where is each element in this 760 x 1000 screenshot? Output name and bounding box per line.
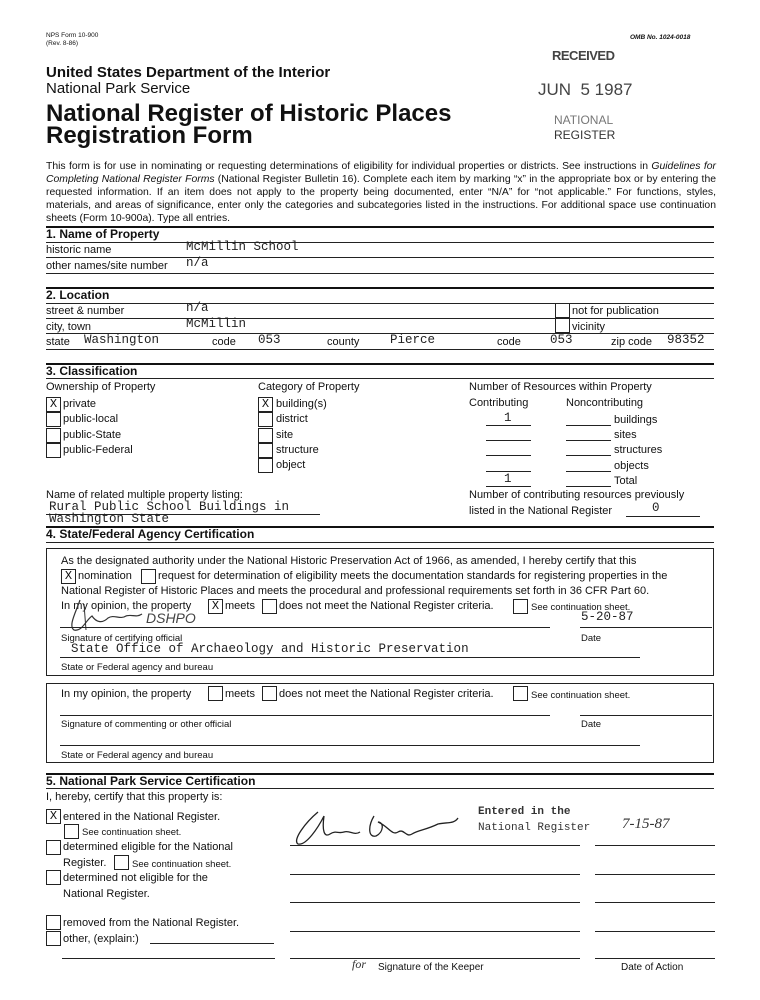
city-label: city, town <box>46 321 92 333</box>
not-for-publication-checkbox[interactable] <box>555 303 570 318</box>
category-label-structure: structure <box>276 443 319 456</box>
eligible-continuation-label: See continuation sheet. <box>132 859 232 870</box>
agency-line <box>60 745 640 746</box>
vicinity-label: vicinity <box>572 321 606 333</box>
box2-agency-label: State or Federal agency and bureau <box>61 750 214 761</box>
certification-text-line3: National Register of Historic Places and meets the procedural and professional requirements set forth in 36 CFR Part 60. <box>61 585 650 597</box>
street-value[interactable]: n/a <box>186 301 209 315</box>
instructions-guidelines-title: Guidelines for Completing National Register Forms <box>46 161 716 185</box>
ownership-checkbox-public-federal[interactable] <box>46 443 61 458</box>
ownership-label-public-federal: public-Federal <box>63 443 133 456</box>
contributing-count[interactable]: 1 <box>504 471 512 486</box>
historic-name-label: historic name <box>46 244 112 256</box>
meets-checkbox[interactable]: X <box>208 599 223 614</box>
continuation-label: See continuation sheet. <box>531 602 631 613</box>
certification-text-line1: As the designated authority under the National Historic Preservation Act of 1966, as amended, I hereby certify that this <box>61 555 637 567</box>
contributing-blank[interactable] <box>486 455 531 456</box>
keeper-signature-line[interactable] <box>290 931 580 932</box>
resource-type-label: Total <box>614 474 638 487</box>
county-value[interactable]: Pierce <box>390 333 436 347</box>
keeper-signature-line[interactable] <box>290 958 580 959</box>
noncontributing-label: Noncontributing <box>566 397 644 409</box>
previously-listed-label-line2: listed in the National Register <box>469 505 613 517</box>
certification-date-value[interactable]: 5-20-87 <box>581 610 634 624</box>
category-checkbox-object[interactable] <box>258 458 273 473</box>
box2-continuation-label: See continuation sheet. <box>531 690 631 701</box>
ownership-checkbox-public-local[interactable] <box>46 412 61 427</box>
signature-label: Signature of certifying official <box>61 633 183 644</box>
category-checkbox-buildings[interactable]: X <box>258 397 273 412</box>
box2-does-not-meet-label: does not meet the National Register criteria. <box>279 688 494 700</box>
contributing-blank[interactable] <box>486 425 531 426</box>
nomination-label: nomination <box>78 570 132 582</box>
city-value[interactable]: McMillin <box>186 317 247 331</box>
rule <box>46 303 714 304</box>
other-names-label: other names/site number <box>46 260 168 272</box>
county-label: county <box>327 336 360 348</box>
section-divider <box>46 287 714 289</box>
category-label: Category of Property <box>258 381 360 393</box>
resources-label: Number of Resources within Property <box>469 381 652 393</box>
entered-stamp-line1: Entered in the <box>478 806 571 818</box>
resource-type-label: objects <box>614 459 649 472</box>
ownership-label-private: private <box>63 398 97 410</box>
contributing-label: Contributing <box>469 397 529 409</box>
category-checkbox-district[interactable] <box>258 412 273 427</box>
entered-checkbox[interactable]: X <box>46 809 61 824</box>
box2-meets-label: meets <box>225 688 255 700</box>
section3-heading: 3. Classification <box>46 364 138 378</box>
agency-line <box>60 657 640 658</box>
instructions-paragraph <box>46 160 716 225</box>
state-value[interactable]: Washington <box>84 333 160 347</box>
date-label: Date <box>581 633 602 644</box>
section1-heading: 1. Name of Property <box>46 227 160 241</box>
historic-name-value[interactable]: McMillin School <box>186 240 299 254</box>
not-eligible-label-line2: National Register. <box>63 888 150 900</box>
register-stamp: REGISTER <box>554 128 616 142</box>
multiple-listing-label: Name of related multiple property listing: <box>46 489 243 501</box>
omb-number: OMB No. 1024-0018 <box>630 34 691 41</box>
rule <box>46 349 714 350</box>
action-date-line[interactable] <box>595 958 715 959</box>
state-code-label: code <box>212 336 236 348</box>
resource-type-label: sites <box>614 429 637 442</box>
rule <box>46 273 714 274</box>
action-date-value: 7-15-87 <box>622 816 670 832</box>
certification-text-line2: request for determination of eligibility meets the documentation standards for registering properties in the <box>158 570 668 582</box>
received-stamp: RECEIVED <box>552 48 615 63</box>
action-date-line[interactable] <box>595 845 715 846</box>
certifying-signature-title: DSHPO <box>146 610 196 626</box>
county-code-label: code <box>497 336 521 348</box>
eligible-checkbox[interactable] <box>46 840 61 855</box>
previously-listed-value[interactable]: 0 <box>652 501 660 515</box>
contributing-blank[interactable] <box>486 440 531 441</box>
section2-heading: 2. Location <box>46 288 110 302</box>
agency-label: State or Federal agency and bureau <box>61 662 214 673</box>
date-line <box>580 627 712 628</box>
continuation-checkbox[interactable] <box>513 599 528 614</box>
resource-type-label: structures <box>614 444 663 457</box>
signature-line <box>60 715 550 716</box>
department-name: United States Department of the Interior <box>46 64 331 81</box>
rule <box>626 516 700 517</box>
contributing-count[interactable]: 1 <box>504 411 512 425</box>
section4-heading: 4. State/Federal Agency Certification <box>46 527 255 541</box>
category-label-district: district <box>276 413 308 426</box>
noncontributing-blank[interactable] <box>566 486 611 487</box>
does-not-meet-label: does not meet the National Register criteria. <box>279 600 494 612</box>
box2-does-not-meet-checkbox[interactable] <box>262 686 277 701</box>
resource-type-label: buildings <box>614 414 658 426</box>
does-not-meet-checkbox[interactable] <box>262 599 277 614</box>
ownership-checkbox-private[interactable]: X <box>46 397 61 412</box>
eligible-label-line2: Register. <box>63 857 107 869</box>
zip-label: zip code <box>611 336 652 348</box>
action-date-line[interactable] <box>595 902 715 903</box>
contributing-blank[interactable] <box>486 486 531 487</box>
keeper-signature-line[interactable] <box>290 845 580 846</box>
section-divider <box>46 363 714 365</box>
category-checkbox-site[interactable] <box>258 428 273 443</box>
entered-label: entered in the National Register. <box>63 811 221 823</box>
not-for-publication-label: not for publication <box>572 305 659 317</box>
ownership-label: Ownership of Property <box>46 381 156 393</box>
noncontributing-blank[interactable] <box>566 455 611 456</box>
instructions-text: This form is for use in nominating or requesting determinations of eligibility for individual properties or districts. See instructions in <box>46 161 652 172</box>
not-eligible-label-line1: determined not eligible for the <box>63 872 208 884</box>
zip-value[interactable]: 98352 <box>667 333 705 347</box>
category-label-object: object <box>276 459 306 472</box>
box2-meets-checkbox[interactable] <box>208 686 223 701</box>
action-date-line[interactable] <box>595 874 715 875</box>
county-code-value[interactable]: 053 <box>550 333 573 347</box>
form-number: NPS Form 10-900 <box>46 32 99 39</box>
street-label: street & number <box>46 305 125 317</box>
noncontributing-blank[interactable] <box>566 471 611 472</box>
state-label: state <box>46 336 70 348</box>
rule <box>46 378 714 379</box>
keeper-signature-line[interactable] <box>290 874 580 875</box>
entered-continuation-label: See continuation sheet. <box>82 827 182 838</box>
signature-line <box>60 627 550 628</box>
action-date-line[interactable] <box>595 931 715 932</box>
instructions-text-rest: (National Register Bulletin 16). Complete each item by marking “x” in the appropriate box or by entering the requested information. If an item does not apply to the property being documented, enter “N/A” for “not applicable.” For functions, styles, materials, and areas of significance, enter only the categories and subcategories listed in the instructions. For additional space use continuation sheets (Form 10-900a). Type all entries. <box>46 174 717 224</box>
removed-label: removed from the National Register. <box>63 917 240 929</box>
rule <box>46 318 714 319</box>
noncontributing-blank[interactable] <box>566 440 611 441</box>
category-label-site: site <box>276 428 294 441</box>
box2-date-label: Date <box>581 719 602 730</box>
rule <box>46 542 714 543</box>
national-stamp: NATIONAL <box>554 113 614 127</box>
noncontributing-blank[interactable] <box>566 425 611 426</box>
previously-listed-label-line1: Number of contributing resources previously <box>469 489 685 501</box>
keeper-for-prefix: for <box>352 957 367 971</box>
opinion-prefix: In my opinion, the property <box>61 600 192 612</box>
certify-intro: I, hereby, certify that this property is: <box>46 791 223 803</box>
section5-heading: 5. National Park Service Certification <box>46 774 256 788</box>
form-title-line1: National Register of Historic Places <box>46 100 452 127</box>
other-checkbox[interactable] <box>46 931 61 946</box>
not-eligible-checkbox[interactable] <box>46 870 61 885</box>
vicinity-checkbox[interactable] <box>555 318 570 333</box>
other-explain-line2[interactable] <box>62 958 275 959</box>
date-of-action-label: Date of Action <box>621 962 684 973</box>
entered-stamp-line2: National Register <box>478 822 591 834</box>
form-title-line2: Registration Form <box>46 122 253 149</box>
rule <box>46 242 714 243</box>
box2-continuation-checkbox[interactable] <box>513 686 528 701</box>
ownership-label-public-local: public-local <box>63 413 119 426</box>
meets-label: meets <box>225 600 255 612</box>
keeper-signature <box>288 808 468 850</box>
multiple-listing-value-line1[interactable]: Rural Public School Buildings in <box>49 500 290 514</box>
eligible-continuation-checkbox[interactable] <box>114 855 129 870</box>
box2-opinion-prefix: In my opinion, the property <box>61 688 192 700</box>
category-checkbox-structure[interactable] <box>258 443 273 458</box>
rule <box>46 788 714 789</box>
multiple-listing-value-line2[interactable]: Washington State <box>49 512 170 526</box>
other-explain-line[interactable] <box>150 943 274 944</box>
rule <box>46 257 714 258</box>
ownership-label-public-state: public-State <box>63 428 122 441</box>
state-code-value[interactable]: 053 <box>258 333 281 347</box>
form-revision: (Rev. 8-86) <box>46 40 79 47</box>
entered-continuation-checkbox[interactable] <box>64 824 79 839</box>
nomination-checkbox[interactable]: X <box>61 569 76 584</box>
keeper-signature-line[interactable] <box>290 902 580 903</box>
category-label-buildings: building(s) <box>276 398 327 410</box>
removed-checkbox[interactable] <box>46 915 61 930</box>
ownership-checkbox-public-state[interactable] <box>46 428 61 443</box>
eligible-label-line1: determined eligible for the National <box>63 841 233 853</box>
agency-name: National Park Service <box>46 80 191 97</box>
agency-value[interactable]: State Office of Archaeology and Historic Preservation <box>71 642 469 656</box>
keeper-signature-label: Signature of the Keeper <box>378 962 484 973</box>
other-label: other, (explain:) <box>63 933 139 945</box>
other-names-value[interactable]: n/a <box>186 256 209 270</box>
received-date-stamp: JUN 5 1987 <box>538 80 633 99</box>
box2-signature-label: Signature of commenting or other official <box>61 719 232 730</box>
date-line <box>580 715 712 716</box>
request-checkbox[interactable] <box>141 569 156 584</box>
